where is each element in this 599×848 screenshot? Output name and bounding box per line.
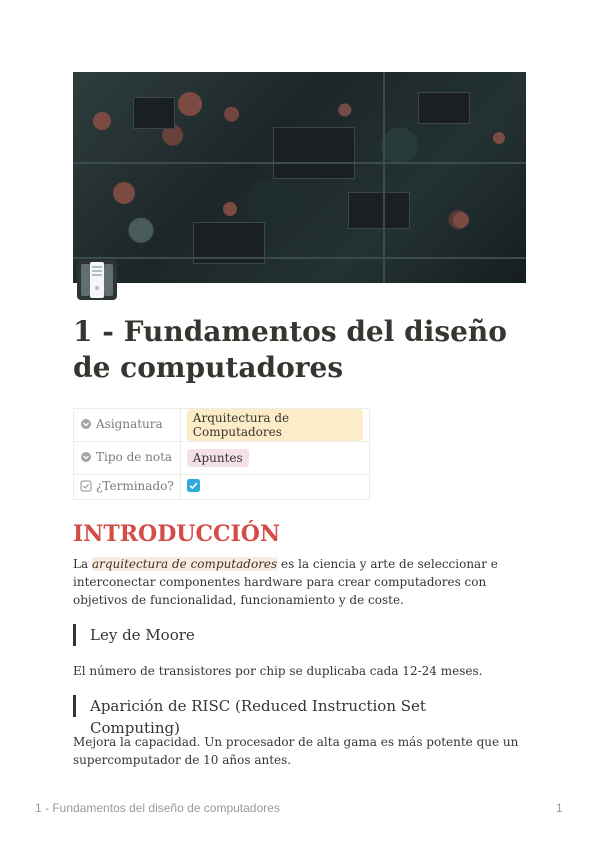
highlighted-term: arquitectura de computadores: [91, 557, 278, 571]
property-label: Tipo de nota: [96, 450, 173, 464]
section-heading-introduccion: INTRODUCCIÓN: [73, 521, 281, 547]
checkbox-property-icon: [80, 480, 92, 495]
select-icon: [80, 451, 92, 466]
property-row-terminado[interactable]: [74, 475, 370, 500]
checkbox-checked-icon[interactable]: [187, 479, 200, 495]
paragraph-moore: El número de transistores por chip se duplicaba cada 12-24 meses.: [73, 664, 483, 678]
paragraph-risc: Mejora la capacidad. Un procesador de alta gama es más potente que un supercomputador de 10 años antes.: [73, 735, 519, 767]
property-row-asignatura[interactable]: [74, 409, 370, 442]
property-row-tipo-de-nota[interactable]: [74, 442, 370, 475]
select-tag-tipo-de-nota[interactable]: Apuntes: [187, 449, 249, 467]
intro-paragraph: La arquitectura de computadores es la ciencia y arte de seleccionar e interconectar componentes hardware para crear computadores con objetivos de funcionalidad, funcionamiento y de coste.: [73, 557, 498, 607]
cover-image: [73, 72, 526, 283]
quote-risc: Aparición de RISC (Reduced Instruction Set Computing): [73, 695, 520, 717]
property-label: Asignatura: [96, 417, 163, 431]
footer-page-number: 1: [556, 801, 563, 815]
quote-ley-de-moore: Ley de Moore: [73, 624, 520, 646]
computer-tower-icon[interactable]: [73, 256, 121, 304]
select-icon: [80, 418, 92, 433]
page-title: 1 - Fundamentos del diseño de computadores: [73, 315, 507, 384]
property-label: ¿Terminado?: [96, 479, 174, 493]
select-tag-asignatura[interactable]: Arquitectura de Computadores: [187, 409, 363, 441]
properties-table: [73, 408, 370, 500]
footer-title: 1 - Fundamentos del diseño de computadores: [35, 801, 280, 815]
